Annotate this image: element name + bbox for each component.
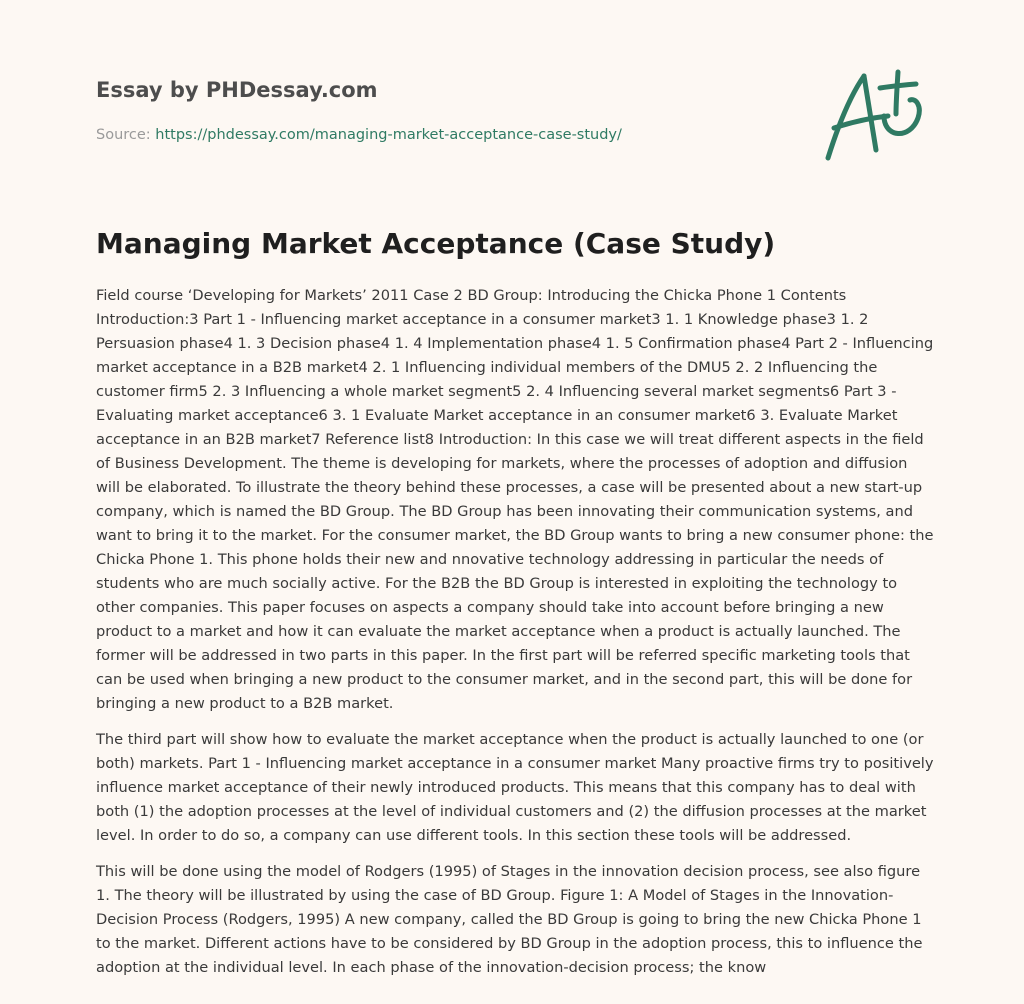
- source-label: Source:: [96, 127, 151, 143]
- page-header: [96, 76, 716, 146]
- source-line: [96, 124, 716, 146]
- site-brand: Essay by PHDessay.com: [96, 78, 378, 102]
- a-plus-logo-icon: [818, 66, 930, 166]
- essay-paragraph: Field course ‘Developing for Markets’ 2011 Case 2 BD Group: Introducing the Chicka Phone 1 Contents Introduction:3 Part 1 - Influencing market acceptance in a consumer market3 1. 1 Knowledge phase3 1. 2 Persuasion phase4 1. 3 Decision phase4 1. 4 Implementation phase4 1. 5 Confirmation phase4 Part 2 - Influencing market acceptance in a B2B market4 2. 1 Influencing individual members of the DMU5 2. 2 Influencing the customer firm5 2. 3 Influencing a whole market segment5 2. 4 Influencing several market segments6 Part 3 - Evaluating market acceptance6 3. 1 Evaluate Market acceptance in an consumer market6 3. Evaluate Market acceptance in an B2B market7 Reference list8 Introduction: In this case we will treat different aspects in the field of Business Development. The theme is developing for markets, where the processes of adoption and diffusion will be elaborated. To illustrate the theory behind these processes, a case will be presented about a new start-up company, which is named the BD Group. The BD Group has been innovating their communication systems, and want to bring it to the market. For the consumer market, the BD Group wants to bring a new consumer phone: the Chicka Phone 1. This phone holds their new and nnovative technology addressing in particular the needs of students who are much socially active. For the B2B the BD Group is interested in exploiting the technology to other companies. This paper focuses on aspects a company should take into account before bringing a new product to a market and how it can evaluate the market acceptance when a product is actually launched. The former will be addressed in two parts in this paper. In the first part will be referred specific marketing tools that can be used when bringing a new product to the consumer market, and in the second part, this will be done for bringing a new product to a B2B market.: [96, 287, 934, 712]
- essay-title: Managing Market Acceptance (Case Study): [96, 227, 776, 260]
- essay-paragraph: The third part will show how to evaluate the market acceptance when the product is actually launched to one (or both) markets. Part 1 - Influencing market acceptance in a consumer market Many proactive firms try to positively influence market acceptance of their newly introduced products. This means that this company has to deal with both (1) the adoption processes at the level of individual customers and (2) the diffusion processes at the market level. In order to do so, a company can use different tools. In this section these tools will be addressed.: [96, 731, 934, 844]
- source-link[interactable]: https://phdessay.com/managing-market-acceptance-case-study/: [155, 127, 622, 143]
- essay-paragraph: This will be done using the model of Rodgers (1995) of Stages in the innovation decision process, see also figure 1. The theory will be illustrated by using the case of BD Group. Figure 1: A Model of Stages in the Innovation-Decision Process (Rodgers, 1995) A new company, called the BD Group is going to bring the new Chicka Phone 1 to the market. Different actions have to be considered by BD Group in the adoption process, this to influence the adoption at the individual level. In each phase of the innovation-decision process; the know: [96, 863, 923, 976]
- essay-body: [96, 284, 936, 992]
